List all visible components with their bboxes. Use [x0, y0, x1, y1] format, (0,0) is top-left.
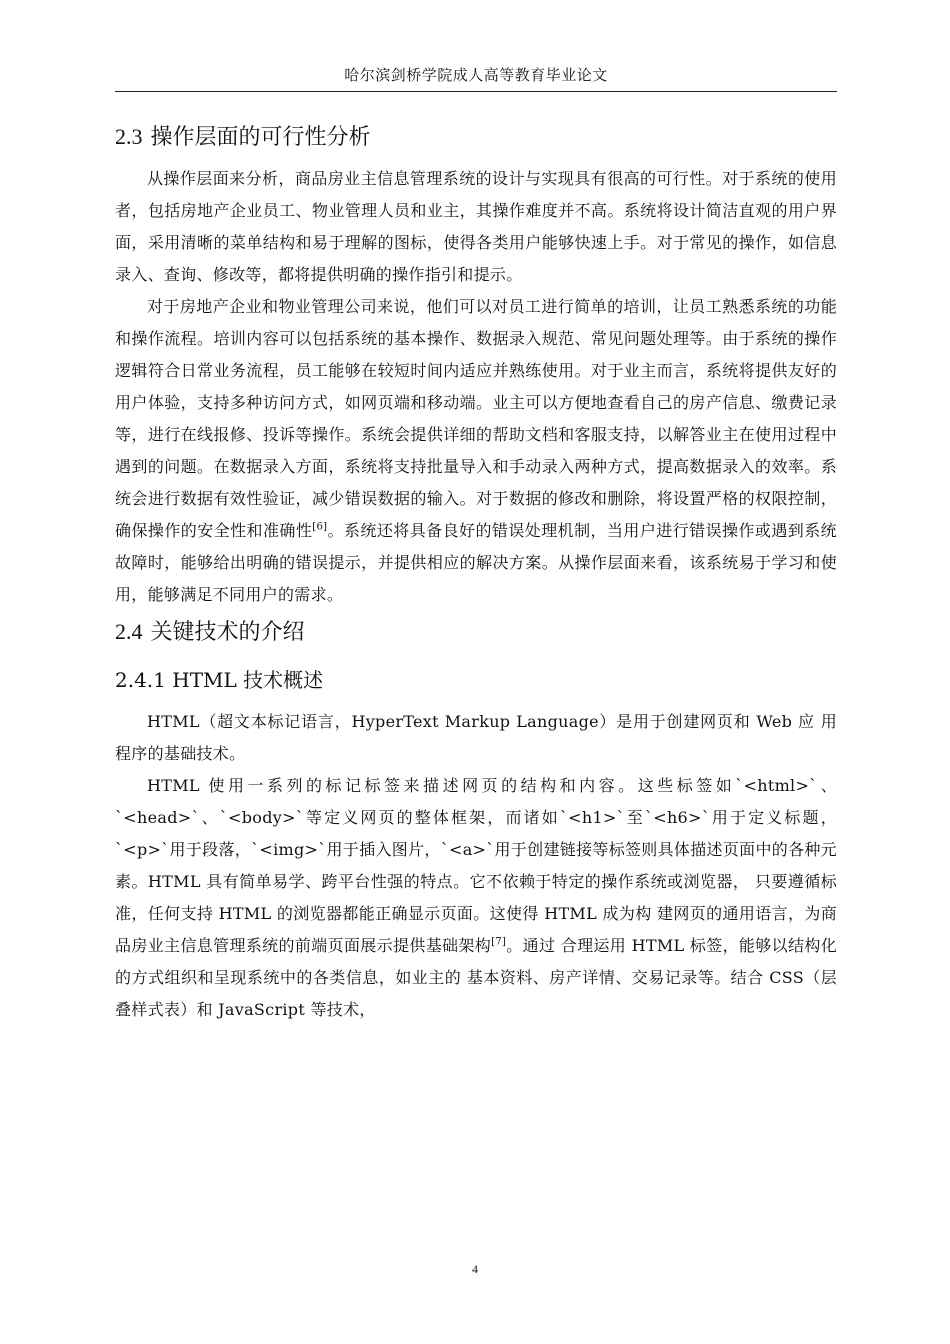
section-title: 操作层面的可行性分析: [150, 125, 371, 150]
page-body: [115, 120, 837, 1026]
paragraph-text: 对于房地产企业和物业管理公司来说，他们可以对员工进行简单的培训，让员工熟悉系统的功能和操作流程。培训内容可以包括系统的基本操作、数据录入规范、常见问题处理等。由于系统的操作逻辑符合日常业务流程，员工能够在较短时间内适应并熟练使用。对于业主而言，系统将提供友好的用户体验，支持多种访问方式，如网页端和移动端。业主可以方便地查看自己的房产信息、缴费记录等，进行在线报修、投诉等操作。系统会提供详细的帮助文档和客服支持，以解答业主在使用过程中遇到的问题。在数据录入方面，系统将支持批量导入和手动录入两种方式，提高数据录入的效率。系统会进行数据有效性验证，减少错误数据的输入。对于数据的修改和删除，将设置严格的权限控制，确保操作的安全性和准确性: [115, 297, 837, 540]
subsection-heading-2-4-1: 2.4.1 HTML 技术概述: [115, 668, 324, 692]
paragraph-operational-intro: 从操作层面来分析，商品房业主信息管理系统的设计与实现具有很高的可行性。对于系统的使用者，包括房地产企业员工、物业管理人员和业主，其操作难度并不高。系统将设计简洁直观的用户界面，采用清晰的菜单结构和易于理解的图标，使得各类用户能够快速上手。对于常见的操作，如信息录入、查询、修改等，都将提供明确的操作指引和提示。: [115, 169, 837, 284]
paragraph-text: 。通过 合理运用 HTML 标签，能够以结构化的方式组织和呈现系统中的各类信息，如业主的 基本资料、房产详情、交易记录等。结合 CSS（层叠样式表）和 JavaScript 等技术，: [115, 936, 837, 1019]
section-title: 关键技术的介绍: [150, 620, 305, 645]
section-number: 2.3: [115, 124, 143, 149]
section-heading-2-4: [115, 615, 837, 650]
paragraph-html-definition: HTML（超文本标记语言，HyperText Markup Language）是用于创建网页和 Web 应 用程序的基础技术。: [115, 712, 837, 763]
page-number: 4: [472, 1262, 478, 1276]
section-heading-2-3: [115, 120, 837, 155]
citation-7: [7]: [491, 936, 507, 948]
paragraph-operational-details: [115, 291, 837, 611]
paragraph-text: HTML 使用一系列的标记标签来描述网页的结构和内容。这些标签如`<html>`、`<head>`、`<body>`等定义网页的整体框架，而诸如`<h1>`至`<h6>`用于定义标题，`<p>`用于段落，`<img>`用于插入图片，`<a>`用于创建链接等标签则具体描述页面中的各种元素。HTML 具有简单易学、跨平台性强的特点。它不依赖于特定的操作系统或浏览器， 只要遵循标准，任何支持 HTML 的浏览器都能正确显示页面。这使得 HTML 成为构 建网页的通用语言，为商品房业主信息管理系统的前端页面展示提供基础架构: [115, 776, 837, 955]
paragraph-html-details: [115, 770, 837, 1026]
header-rule: [115, 91, 837, 92]
page-header: 哈尔滨剑桥学院成人高等教育毕业论文: [344, 66, 608, 84]
paragraph-text: 。系统还将具备良好的错误处理机制，当用户进行错误操作或遇到系统故障时，能够给出明确的错误提示，并提供相应的解决方案。从操作层面来看，该系统易于学习和使用，能够满足不同用户的需求。: [115, 521, 837, 604]
section-number: 2.4: [115, 619, 143, 644]
citation-6: [6]: [312, 521, 328, 533]
